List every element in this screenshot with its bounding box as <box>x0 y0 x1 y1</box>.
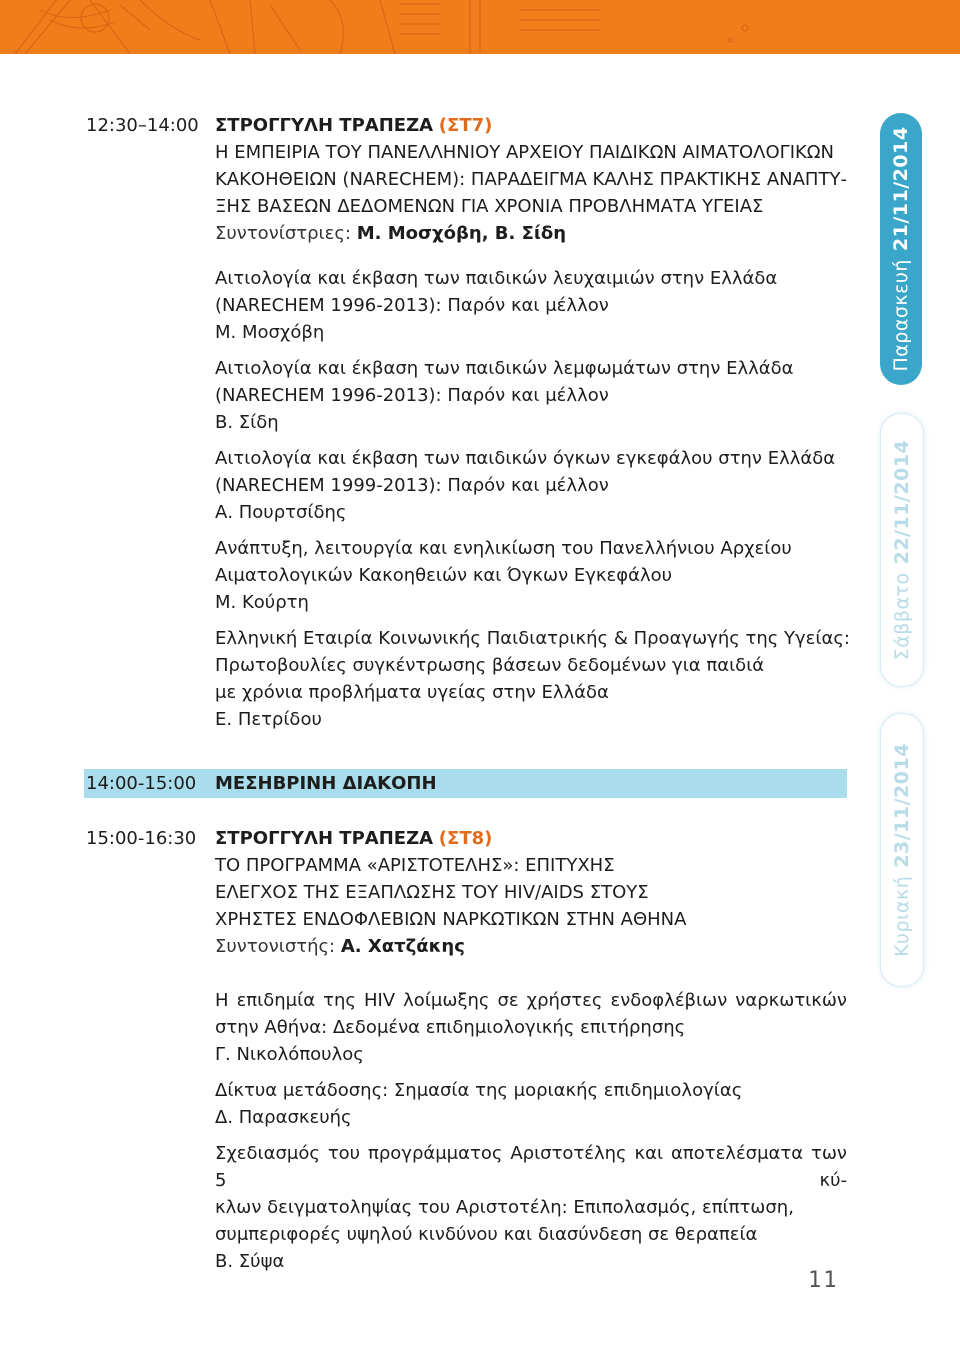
talk-speaker: Α. Πουρτσίδης <box>215 502 347 523</box>
talk-title-line: Ελληνική Εταιρία Κοινωνικής Παιδιατρικής & Προαγωγής της Υγείας: <box>215 628 851 649</box>
page-number: 11 <box>808 1268 839 1293</box>
day-name: Κυριακή <box>891 875 913 957</box>
session-coordinators <box>215 933 847 960</box>
session-subtitle-line: ΤΟ ΠΡΟΓΡΑΜΜΑ «ΑΡΙΣΤΟΤΕΛΗΣ»: ΕΠΙΤΥΧΗΣ <box>215 855 615 876</box>
talk <box>215 355 847 436</box>
talk-title-line: Αιτιολογία και έκβαση των παιδικών λευχαιμιών στην Ελλάδα <box>215 268 778 289</box>
session-title <box>215 825 847 852</box>
session-time: 15:00-16:30 <box>86 828 197 849</box>
session-title <box>215 112 847 139</box>
talk <box>215 987 847 1068</box>
session-time: 12:30–14:00 <box>86 115 199 136</box>
session-coordinators <box>215 220 847 247</box>
talk <box>215 625 851 733</box>
day-date: 23/11/2014 <box>891 743 913 868</box>
day-name: Σάββατο <box>891 572 913 661</box>
talk-title-line: Σχεδιασμός του προγράμματος Αριστοτέλης και αποτελέσματα των 5 κύ- <box>215 1143 847 1191</box>
talk-title-line: Ανάπτυξη, λειτουργία και ενηλικίωση του Πανελλήνιου Αρχείου <box>215 538 792 559</box>
talk-title-line: Δίκτυα μετάδοσης: Σημασία της μοριακής επιδημιολογίας <box>215 1080 743 1101</box>
day-tab-friday[interactable] <box>880 113 922 385</box>
day-date: 22/11/2014 <box>891 439 913 565</box>
coordinators-label: Συντονιστής: <box>215 936 336 957</box>
day-date: 21/11/2014 <box>890 126 912 252</box>
talk-title-line: Πρωτοβουλίες συγκέντρωσης βάσεων δεδομένων για παιδιά <box>215 655 765 676</box>
talk-speaker: Γ. Νικολόπουλος <box>215 1044 364 1065</box>
day-tab-label <box>891 743 913 957</box>
session-code: (ΣΤ8) <box>438 828 493 849</box>
talk-speaker: Ε. Πετρίδου <box>215 709 322 730</box>
talk-title-line: στην Αθήνα: Δεδομένα επιδημιολογικής επιτήρησης <box>215 1017 686 1038</box>
talk-speaker: Μ. Κούρτη <box>215 592 309 613</box>
day-tab-sunday[interactable] <box>880 713 924 987</box>
talk-title-line: (NARECHEM 1996-2013): Παρόν και μέλλον <box>215 385 609 406</box>
coordinators-names: Α. Χατζάκης <box>340 936 465 957</box>
talk-speaker: Δ. Παρασκευής <box>215 1107 352 1128</box>
header-banner <box>0 0 960 54</box>
talk-title-line: Η επιδημία της HIV λοίμωξης σε χρήστες ενδοφλέβιων ναρκωτικών <box>215 990 847 1011</box>
talk-title-line: κλων δειγματοληψίας του Αριστοτέλη: Επιπολασμός, επίπτωση, <box>215 1197 794 1218</box>
break-bar <box>84 769 847 798</box>
talk-speaker: Β. Σίδη <box>215 412 279 433</box>
day-name: Παρασκευή <box>890 259 912 372</box>
talk-title-line: με χρόνια προβλήματα υγείας στην Ελλάδα <box>215 682 609 703</box>
talk-title-line: Αιτιολογία και έκβαση των παιδικών όγκων εγκεφάλου στην Ελλάδα <box>215 448 836 469</box>
talk <box>215 265 847 346</box>
session-type: ΣΤΡΟΓΓΥΛΗ ΤΡΑΠΕΖΑ <box>215 115 434 136</box>
session-type: ΣΤΡΟΓΓΥΛΗ ΤΡΑΠΕΖΑ <box>215 828 434 849</box>
break-time: 14:00-15:00 <box>86 773 197 794</box>
talk-title-line: Αιτιολογία και έκβαση των παιδικών λεμφωμάτων στην Ελλάδα <box>215 358 794 379</box>
coordinators-names: Μ. Μοσχόβη, Β. Σίδη <box>356 223 567 244</box>
session-body <box>215 112 851 733</box>
talk-speaker: Μ. Μοσχόβη <box>215 322 325 343</box>
day-tab-label <box>890 126 912 371</box>
talk-speaker: Β. Σύψα <box>215 1251 285 1272</box>
decorative-illustration <box>0 0 960 54</box>
talk <box>215 1077 847 1131</box>
session-subtitle-line: ΕΛΕΓΧΟΣ ΤΗΣ ΕΞΑΠΛΩΣΗΣ ΤΟΥ HIV/AIDS ΣΤΟΥΣ <box>215 882 649 903</box>
talk-title-line: συμπεριφορές υψηλού κινδύνου και διασύνδεση σε θεραπεία <box>215 1224 758 1245</box>
break-label: ΜΕΣΗΒΡΙΝΗ ΔΙΑΚΟΠΗ <box>215 773 437 794</box>
session-subtitle-line: Η ΕΜΠΕΙΡΙΑ ΤΟΥ ΠΑΝΕΛΛΗΝΙΟΥ ΑΡΧΕΙΟΥ ΠΑΙΔΙΚΩΝ ΑΙΜΑΤΟΛΟΓΙΚΩΝ <box>215 142 835 163</box>
talk-title-line: Αιματολογικών Κακοηθειών και Όγκων Εγκεφάλου <box>215 565 673 586</box>
coordinators-label: Συντονίστριες: <box>215 223 351 244</box>
day-tab-label <box>891 440 913 661</box>
day-tab-saturday[interactable] <box>880 413 924 687</box>
session-subtitle-line: ΚΑΚΟΗΘΕΙΩΝ (NARECHEM): ΠΑΡΑΔΕΙΓΜΑ ΚΑΛΗΣ ΠΡΑΚΤΙΚΗΣ ΑΝΑΠΤΥ- <box>215 169 847 190</box>
session-subtitle-line: ΧΡΗΣΤΕΣ ΕΝΔΟΦΛΕΒΙΩΝ ΝΑΡΚΩΤΙΚΩΝ ΣΤΗΝ ΑΘΗΝΑ <box>215 909 687 930</box>
talk <box>215 445 847 526</box>
session-subtitle-line: ΞΗΣ ΒΑΣΕΩΝ ΔΕΔΟΜΕΝΩΝ ΓΙΑ ΧΡΟΝΙΑ ΠΡΟΒΛΗΜΑΤΑ ΥΓΕΙΑΣ <box>215 196 764 217</box>
session-code: (ΣΤ7) <box>438 115 493 136</box>
session-body <box>215 825 847 1275</box>
talk-title-line: (NARECHEM 1996-2013): Παρόν και μέλλον <box>215 295 609 316</box>
talk <box>215 535 847 616</box>
talk-title-line: (NARECHEM 1999-2013): Παρόν και μέλλον <box>215 475 609 496</box>
talk <box>215 1140 847 1275</box>
